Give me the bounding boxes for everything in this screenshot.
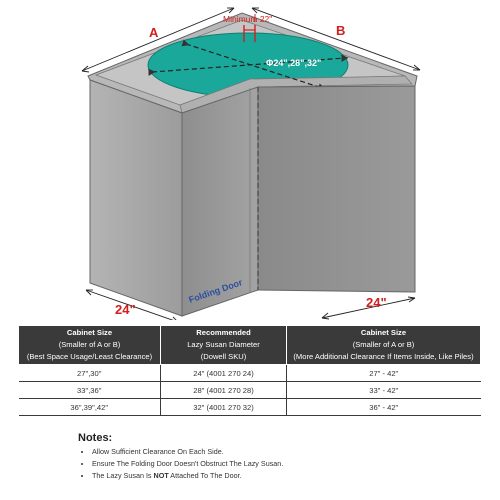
table-header-row — [19, 326, 481, 365]
note-text: Ensure The Folding Door Doesn't Obstruct The Lazy Susan. — [92, 459, 284, 468]
header-1-line-1: Cabinet Size — [66, 328, 113, 337]
header-1-line-3: (Best Space Usage/Least Clearance) — [26, 352, 153, 361]
notes-title: Notes: — [78, 432, 113, 444]
cell-size-range: 33" - 42" — [287, 382, 481, 399]
header-2-line-1: Recommended — [196, 328, 251, 337]
depth-label-right: 24" — [366, 295, 387, 310]
table-row — [19, 382, 481, 399]
size-spec-table — [18, 325, 481, 416]
note-emphasis: NOT — [153, 471, 169, 480]
diameter-label: Φ24",28",32" — [266, 58, 322, 68]
cabinet-left-side — [90, 80, 182, 316]
header-3-line-1: Cabinet Size — [360, 328, 407, 337]
note-text: The Lazy Susan Is — [92, 471, 154, 480]
cell-size-range: 27" - 42" — [287, 365, 481, 382]
note-item — [92, 459, 478, 468]
note-text: Allow Sufficient Clearance On Each Side. — [92, 447, 224, 456]
cabinet-front-left — [182, 87, 258, 316]
note-item — [92, 471, 478, 480]
header-2-line-3: (Dowell SKU) — [200, 352, 247, 361]
depth-label-left: 24" — [115, 302, 136, 317]
table-row — [19, 365, 481, 382]
cell-cabinet-size: 36",39",42" — [19, 399, 161, 416]
header-3-line-2: (Smaller of A or B) — [352, 340, 415, 349]
notes-list — [78, 447, 478, 480]
header-3-line-3: (More Additional Clearance If Items Inside, Like Piles) — [293, 352, 474, 361]
table-row — [19, 399, 481, 416]
cell-diameter: 28" (4001 270 28) — [161, 382, 287, 399]
notes-section — [78, 432, 478, 483]
note-text-end: Attached To The Door. — [168, 471, 242, 480]
cell-diameter: 24" (4001 270 24) — [161, 365, 287, 382]
cell-cabinet-size: 33",36" — [19, 382, 161, 399]
folding-door-label: Folding Door — [187, 277, 244, 305]
label-b: B — [336, 23, 346, 38]
cell-cabinet-size: 27",30" — [19, 365, 161, 382]
header-cabinet-size-best — [19, 326, 161, 365]
note-item — [92, 447, 478, 456]
cabinet-front-right — [258, 86, 415, 292]
header-1-line-2: (Smaller of A or B) — [58, 340, 121, 349]
cell-diameter: 32" (4001 270 32) — [161, 399, 287, 416]
cell-size-range: 36" - 42" — [287, 399, 481, 416]
header-2-line-2: Lazy Susan Diameter — [187, 340, 260, 349]
min-clearance-label: Minimum 22" — [223, 14, 273, 24]
label-a: A — [149, 25, 159, 40]
header-cabinet-size-more — [287, 326, 481, 365]
header-lazy-susan-diameter — [161, 326, 287, 365]
